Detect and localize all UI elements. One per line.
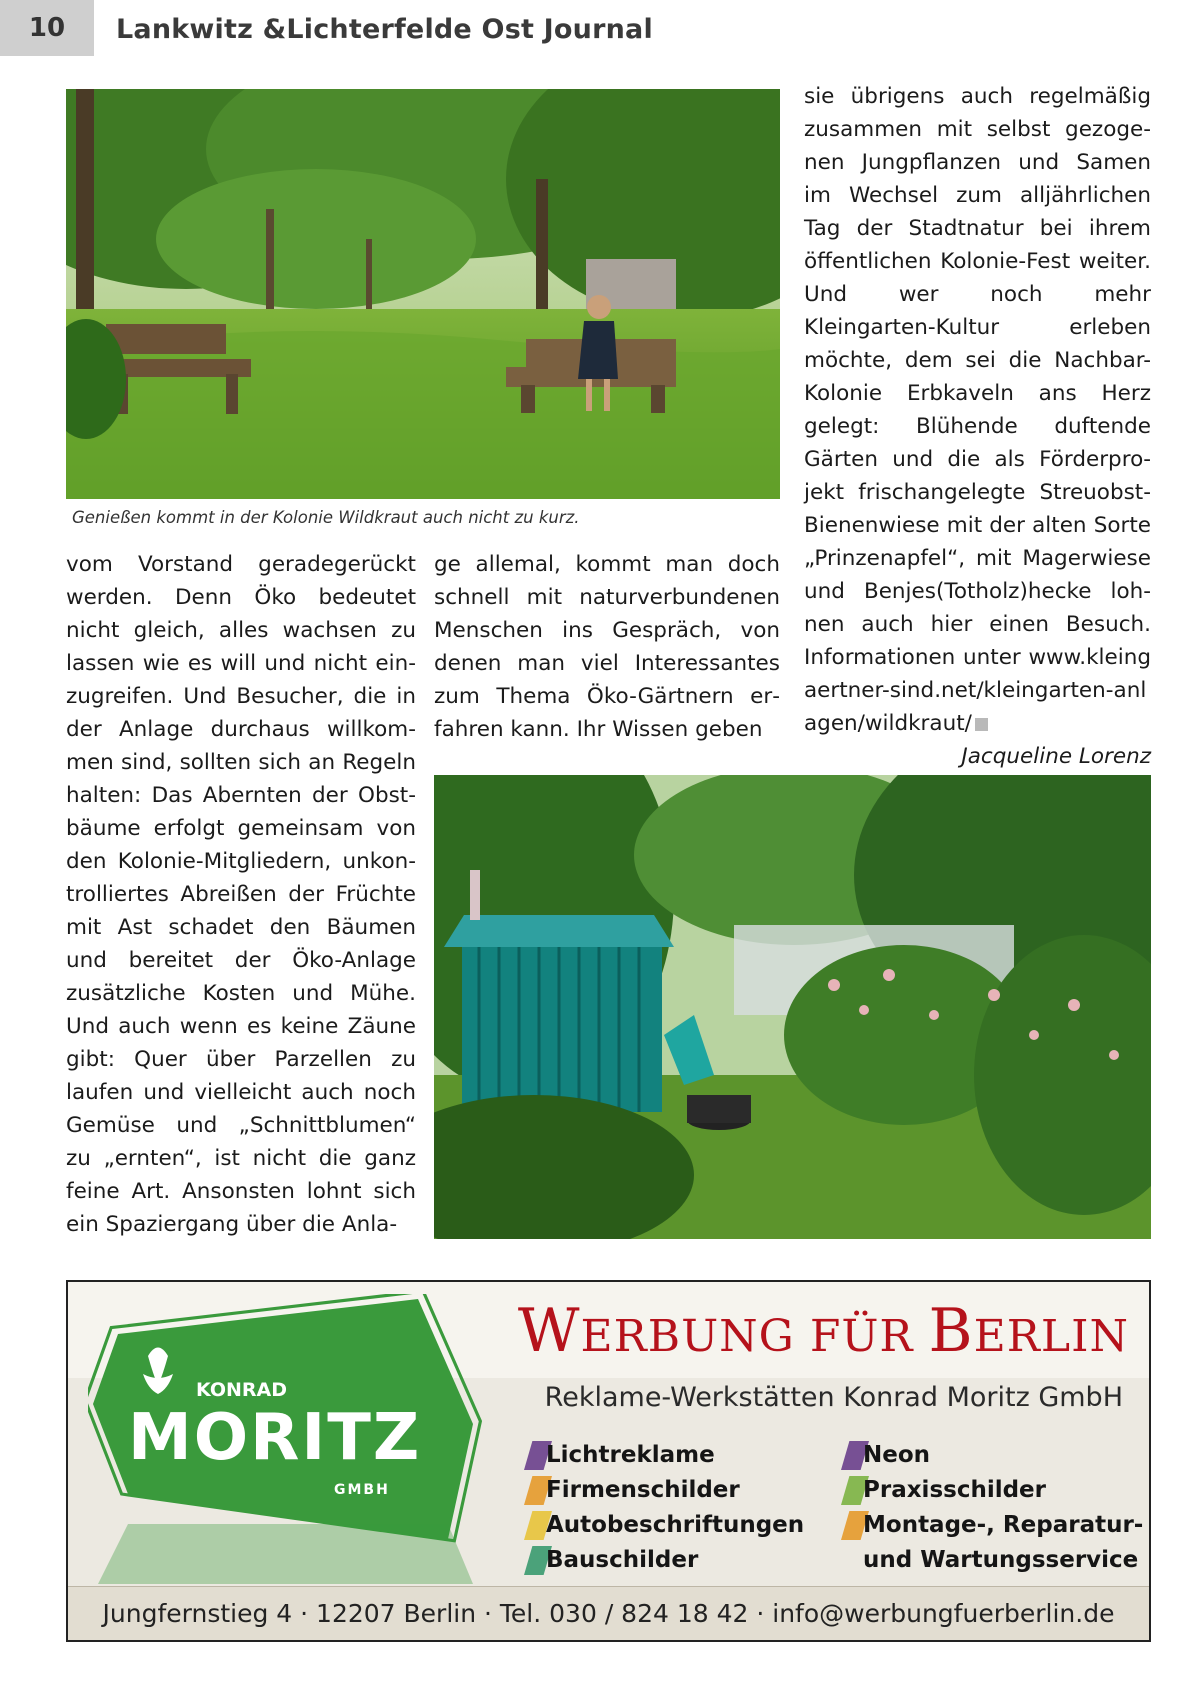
ad-services-left (524, 1438, 804, 1578)
logo-moritz-text: MORITZ (128, 1401, 422, 1475)
article-column-1 (66, 548, 416, 1241)
article-text-col1: vom Vorstand geradegerückt werden. Denn Öko bedeutet nicht gleich, alles wachsen zu lassen wie es will und nicht einzugreifen. Und Besucher, die in der Anlage durchaus willkommen sind, sollten sich an Regeln halten: Das Abernten der Obstbäume erfolgt gemeinsam von den Kolonie-Mitgliedern, unkontrolliertes Abreißen der Früchte mit Ast schadet den Bäumen und bereitet der Öko-Anlage zusätzliche Kosten und Mühe. Und auch wenn es keine Zäune gibt: Quer über Parzellen zu laufen und vielleicht auch noch Gemüse und „Schnittblumen“ zu „ernten“, ist nicht die ganz feine Art. Ansonsten lohnt sich ein Spaziergang über die Anla- (66, 552, 416, 1237)
article-author: Jacqueline Lorenz (961, 744, 1151, 769)
photo-caption: Genießen kommt in der Kolonie Wildkraut auch nicht zu kurz. (72, 508, 580, 527)
service-item: Bauschilder (524, 1543, 804, 1578)
service-item: Firmenschilder (524, 1473, 804, 1508)
ad-services-right (841, 1438, 1143, 1578)
service-item: und Wartungsservice (863, 1547, 1139, 1573)
headline-initial-w: W (517, 1296, 581, 1366)
garden-bench-photo (66, 89, 780, 499)
end-of-article-mark (975, 718, 988, 731)
article-text-col3: sie übrigens auch regelmäßig zusammen mit selbst gezogenen Jungpflanzen und Samen im Wechsel zum alljährlichen Tag der Stadtnatur bei ihrem öffentlichen Kolonie-Fest weiter. Und wer noch mehr Kleingarten-Kultur erleben möchte, dem sei die Nachbar-Kolonie Erbkaveln ans Herz gelegt: Blühende duftende Gärten und die als Förderprojekt frischangelegte Streuobst-Bienenwiese mit der alten Sorte „Prinzenapfel“, mit Magerwiese und Benjes(Totholz)hecke lohnen auch hier einen Besuch. Informationen unter (804, 84, 1151, 670)
konrad-moritz-logo (88, 1294, 488, 1584)
headline-part-1: ERBUNG FÜR (580, 1311, 929, 1362)
service-item: Neon (841, 1438, 1143, 1473)
ad-company-name: Reklame-Werkstätten Konrad Moritz GmbH (544, 1382, 1123, 1413)
garden-shed-photo (434, 775, 1151, 1239)
service-item: Lichtreklame (524, 1438, 804, 1473)
article-column-2 (434, 548, 780, 746)
article-column-3 (804, 80, 1151, 773)
logo-konrad-text: KONRAD (196, 1379, 288, 1401)
ad-contact-footer: Jungfernstieg 4 · 12207 Berlin · Tel. 030 / 824 18 42 · info@werbungfuerberlin.de (68, 1586, 1149, 1640)
service-item: Montage-, Reparatur- (841, 1508, 1143, 1543)
page-number: 10 (0, 0, 94, 56)
info-url[interactable]: www.kleingaertner-sind.net/kleingarten-anlagen/wildkraut/ (804, 645, 1151, 736)
headline-initial-b: B (928, 1296, 974, 1366)
ad-headline (518, 1296, 1129, 1366)
article-text-col2: ge allemal, kommt man doch schnell mit naturverbundenen Menschen ins Gespräch, von denen man viel Interessantes zum Thema Öko-Gärtnern erfahren kann. Ihr Wissen geben (434, 552, 780, 742)
journal-title: Lankwitz &Lichterfelde Ost Journal (116, 14, 653, 45)
advertisement-box (66, 1280, 1151, 1642)
logo-gmbh-text: GMBH (334, 1482, 390, 1498)
headline-part-2: ERLIN (973, 1311, 1129, 1362)
service-item: Praxisschilder (841, 1473, 1143, 1508)
service-item: Autobeschriftungen (524, 1508, 804, 1543)
